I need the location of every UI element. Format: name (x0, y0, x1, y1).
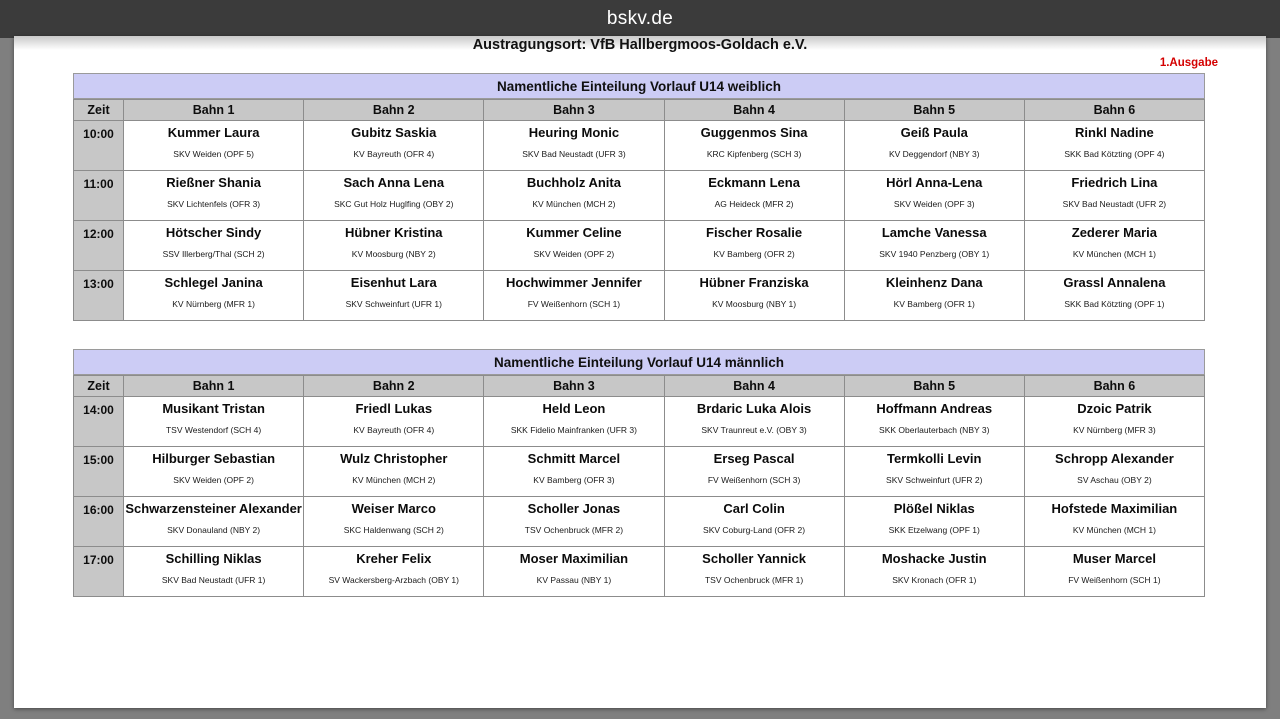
entry-cell (304, 447, 484, 497)
player-club: KV Nürnberg (MFR 3) (1073, 425, 1156, 435)
player-name: Weiser Marco (351, 501, 436, 516)
player-name: Grassl Annalena (1063, 275, 1166, 290)
player-club: SKV Coburg-Land (OFR 2) (703, 525, 806, 535)
block-title: Namentliche Einteilung Vorlauf U14 männlich (73, 349, 1205, 375)
player-club: SKV 1940 Penzberg (OBY 1) (879, 249, 990, 259)
player-name: Rinkl Nadine (1075, 125, 1154, 140)
entry-cell (664, 547, 844, 597)
player-name: Eckmann Lena (708, 175, 800, 190)
player-name: Hübner Franziska (699, 275, 809, 290)
player-name: Kreher Felix (356, 551, 432, 566)
player-name: Hötscher Sindy (165, 225, 262, 240)
player-club: SKV Bad Neustadt (UFR 1) (161, 575, 266, 585)
entry-cell (124, 221, 304, 271)
schedule-block-male (73, 349, 1205, 597)
player-name: Kleinhenz Dana (885, 275, 983, 290)
row-time: 15:00 (74, 447, 124, 497)
entry-cell (844, 171, 1024, 221)
header-lane-6: Bahn 6 (1024, 376, 1204, 397)
entry-cell (664, 397, 844, 447)
window-title-bar (0, 0, 1280, 38)
player-name: Brdaric Luka Alois (696, 401, 812, 416)
player-club: SKV Schweinfurt (UFR 2) (886, 475, 983, 485)
player-club: SKV Lichtenfels (OFR 3) (167, 199, 261, 209)
player-club: SV Wackersberg-Arzbach (OBY 1) (328, 575, 459, 585)
player-name: Zederer Maria (1071, 225, 1158, 240)
player-club: SKK Bad Kötzting (OPF 1) (1064, 299, 1165, 309)
entry-cell (484, 497, 664, 547)
table-header-row (74, 376, 1205, 397)
player-club: KV Moosburg (NBY 2) (351, 249, 436, 259)
entry-cell (304, 171, 484, 221)
table-row (74, 447, 1205, 497)
entry-cell (484, 221, 664, 271)
venue-heading: Austragungsort: VfB Hallbergmoos-Goldach e.V. (472, 37, 808, 53)
header-lane-1: Bahn 1 (124, 100, 304, 121)
player-club: SKV Weiden (OPF 5) (173, 149, 254, 159)
player-name: Fischer Rosalie (706, 225, 803, 240)
player-club: KV Passau (NBY 1) (536, 575, 612, 585)
header-lane-5: Bahn 5 (844, 376, 1024, 397)
player-name: Carl Colin (723, 501, 785, 516)
player-name: Friedrich Lina (1071, 175, 1158, 190)
header-lane-2: Bahn 2 (304, 100, 484, 121)
entry-cell (484, 121, 664, 171)
player-name: Scholler Jonas (527, 501, 621, 516)
player-name: Eisenhut Lara (350, 275, 437, 290)
player-name: Hilburger Sebastian (152, 451, 276, 466)
player-club: SKV Kronach (OFR 1) (892, 575, 977, 585)
player-name: Buchholz Anita (526, 175, 621, 190)
entry-cell (844, 271, 1024, 321)
player-club: SKV Weiden (OPF 2) (173, 475, 254, 485)
player-club: FV Weißenhorn (SCH 1) (1068, 575, 1161, 585)
header-lane-4: Bahn 4 (664, 100, 844, 121)
entry-cell (304, 547, 484, 597)
table-row (74, 221, 1205, 271)
entry-cell (304, 397, 484, 447)
player-club: KV Bayreuth (OFR 4) (353, 149, 435, 159)
player-name: Held Leon (542, 401, 606, 416)
entry-cell (1024, 497, 1204, 547)
player-name: Hübner Kristina (345, 225, 443, 240)
document-page (14, 36, 1266, 708)
header-lane-4: Bahn 4 (664, 376, 844, 397)
player-name: Moser Maximilian (519, 551, 629, 566)
schedule-table (73, 375, 1205, 597)
entry-cell (1024, 271, 1204, 321)
player-club: SV Aschau (OBY 2) (1077, 475, 1152, 485)
schedule-table (73, 99, 1205, 321)
player-club: SKK Oberlauterbach (NBY 3) (879, 425, 990, 435)
player-name: Musikant Tristan (162, 401, 265, 416)
player-name: Guggenmos Sina (700, 125, 808, 140)
entry-cell (484, 447, 664, 497)
player-club: SKC Haldenwang (SCH 2) (343, 525, 444, 535)
entry-cell (124, 547, 304, 597)
entry-cell (484, 271, 664, 321)
table-row (74, 271, 1205, 321)
window-title: bskv.de (606, 8, 674, 29)
entry-cell (304, 497, 484, 547)
entry-cell (304, 221, 484, 271)
player-name: Hörl Anna-Lena (886, 175, 983, 190)
player-name: Schropp Alexander (1055, 451, 1174, 466)
player-club: KV Nürnberg (MFR 1) (172, 299, 255, 309)
player-club: SKC Gut Holz Huglfing (OBY 2) (334, 199, 454, 209)
row-time: 11:00 (74, 171, 124, 221)
player-name: Hochwimmer Jennifer (506, 275, 642, 290)
entry-cell (484, 397, 664, 447)
player-club: FV Weißenhorn (SCH 3) (707, 475, 801, 485)
entry-cell (844, 447, 1024, 497)
player-club: KV München (MCH 1) (1072, 249, 1156, 259)
row-time: 14:00 (74, 397, 124, 447)
entry-cell (484, 171, 664, 221)
entry-cell (844, 121, 1024, 171)
entry-cell (844, 397, 1024, 447)
entry-cell (1024, 447, 1204, 497)
player-club: KV München (MCH 2) (532, 199, 616, 209)
header-time: Zeit (74, 376, 124, 397)
player-club: SKV Schweinfurt (UFR 1) (345, 299, 442, 309)
entry-cell (664, 221, 844, 271)
entry-cell (124, 397, 304, 447)
entry-cell (484, 547, 664, 597)
player-club: SKV Weiden (OPF 3) (893, 199, 975, 209)
player-club: SKV Traunreut e.V. (OBY 3) (701, 425, 807, 435)
player-name: Termkolli Levin (887, 451, 982, 466)
entry-cell (844, 221, 1024, 271)
entry-cell (1024, 171, 1204, 221)
edition-label: 1.Ausgabe (1159, 57, 1218, 69)
entry-cell (664, 171, 844, 221)
player-name: Schilling Niklas (165, 551, 262, 566)
entry-cell (1024, 221, 1204, 271)
player-club: KV Bamberg (OFR 3) (533, 475, 615, 485)
player-name: Hofstede Maximilian (1051, 501, 1178, 516)
player-name: Geiß Paula (900, 125, 968, 140)
player-club: SKK Fidelio Mainfranken (UFR 3) (510, 425, 637, 435)
table-row (74, 171, 1205, 221)
entry-cell (1024, 121, 1204, 171)
player-name: Schlegel Janina (164, 275, 263, 290)
header-lane-3: Bahn 3 (484, 376, 664, 397)
player-club: KV Deggendorf (NBY 3) (888, 149, 980, 159)
player-name: Schmitt Marcel (527, 451, 621, 466)
player-name: Gubitz Saskia (351, 125, 437, 140)
header-lane-5: Bahn 5 (844, 100, 1024, 121)
entry-cell (844, 547, 1024, 597)
player-club: SKK Bad Kötzting (OPF 4) (1064, 149, 1165, 159)
player-name: Muser Marcel (1072, 551, 1156, 566)
player-club: KV Bamberg (OFR 1) (893, 299, 975, 309)
table-row (74, 547, 1205, 597)
block-title: Namentliche Einteilung Vorlauf U14 weiblich (73, 73, 1205, 99)
player-club: SSV Illerberg/Thal (SCH 2) (162, 249, 265, 259)
player-name: Wulz Christopher (340, 451, 448, 466)
entry-cell (124, 271, 304, 321)
player-name: Heuring Monic (528, 125, 620, 140)
table-row (74, 397, 1205, 447)
player-name: Erseg Pascal (713, 451, 795, 466)
entry-cell (664, 447, 844, 497)
table-header-row (74, 100, 1205, 121)
player-club: KV Bayreuth (OFR 4) (353, 425, 435, 435)
schedule-block-female (73, 73, 1205, 321)
entry-cell (124, 171, 304, 221)
player-name: Scholler Yannick (702, 551, 806, 566)
row-time: 13:00 (74, 271, 124, 321)
entry-cell (844, 497, 1024, 547)
player-club: TSV Westendorf (SCH 4) (165, 425, 262, 435)
table-row (74, 121, 1205, 171)
row-time: 17:00 (74, 547, 124, 597)
player-name: Schwarzensteiner Alexander (125, 501, 302, 516)
player-name: Kummer Celine (526, 225, 622, 240)
player-club: KV Bamberg (OFR 2) (713, 249, 795, 259)
header-lane-1: Bahn 1 (124, 376, 304, 397)
entry-cell (304, 121, 484, 171)
header-time: Zeit (74, 100, 124, 121)
entry-cell (124, 447, 304, 497)
player-name: Kummer Laura (167, 125, 260, 140)
player-club: SKV Bad Neustadt (UFR 2) (1062, 199, 1167, 209)
player-name: Lamche Vanessa (881, 225, 987, 240)
entry-cell (124, 121, 304, 171)
player-club: KV Moosburg (NBY 1) (712, 299, 797, 309)
entry-cell (664, 121, 844, 171)
player-name: Rießner Shania (166, 175, 261, 190)
player-club: SKV Weiden (OPF 2) (533, 249, 615, 259)
header-lane-2: Bahn 2 (304, 376, 484, 397)
player-club: KV München (MCH 1) (1072, 525, 1156, 535)
player-name: Plößel Niklas (893, 501, 975, 516)
player-club: TSV Ochenbruck (MFR 1) (704, 575, 804, 585)
player-club: SKV Bad Neustadt (UFR 3) (522, 149, 626, 159)
player-club: TSV Ochenbruck (MFR 2) (524, 525, 624, 535)
player-club: SKV Donauland (NBY 2) (167, 525, 261, 535)
entry-cell (1024, 397, 1204, 447)
player-club: AG Heideck (MFR 2) (714, 199, 794, 209)
row-time: 16:00 (74, 497, 124, 547)
player-name: Dzoic Patrik (1077, 401, 1152, 416)
entry-cell (1024, 547, 1204, 597)
player-club: SKK Etzelwang (OPF 1) (888, 525, 980, 535)
player-club: KRC Kipfenberg (SCH 3) (706, 149, 802, 159)
player-name: Friedl Lukas (355, 401, 433, 416)
entry-cell (304, 271, 484, 321)
entry-cell (664, 497, 844, 547)
row-time: 10:00 (74, 121, 124, 171)
player-club: FV Weißenhorn (SCH 1) (527, 299, 621, 309)
row-time: 12:00 (74, 221, 124, 271)
player-club: KV München (MCH 2) (352, 475, 436, 485)
header-lane-3: Bahn 3 (484, 100, 664, 121)
entry-cell (124, 497, 304, 547)
entry-cell (664, 271, 844, 321)
player-name: Moshacke Justin (881, 551, 987, 566)
table-row (74, 497, 1205, 547)
header-lane-6: Bahn 6 (1024, 100, 1204, 121)
player-name: Hoffmann Andreas (876, 401, 993, 416)
player-name: Sach Anna Lena (343, 175, 445, 190)
